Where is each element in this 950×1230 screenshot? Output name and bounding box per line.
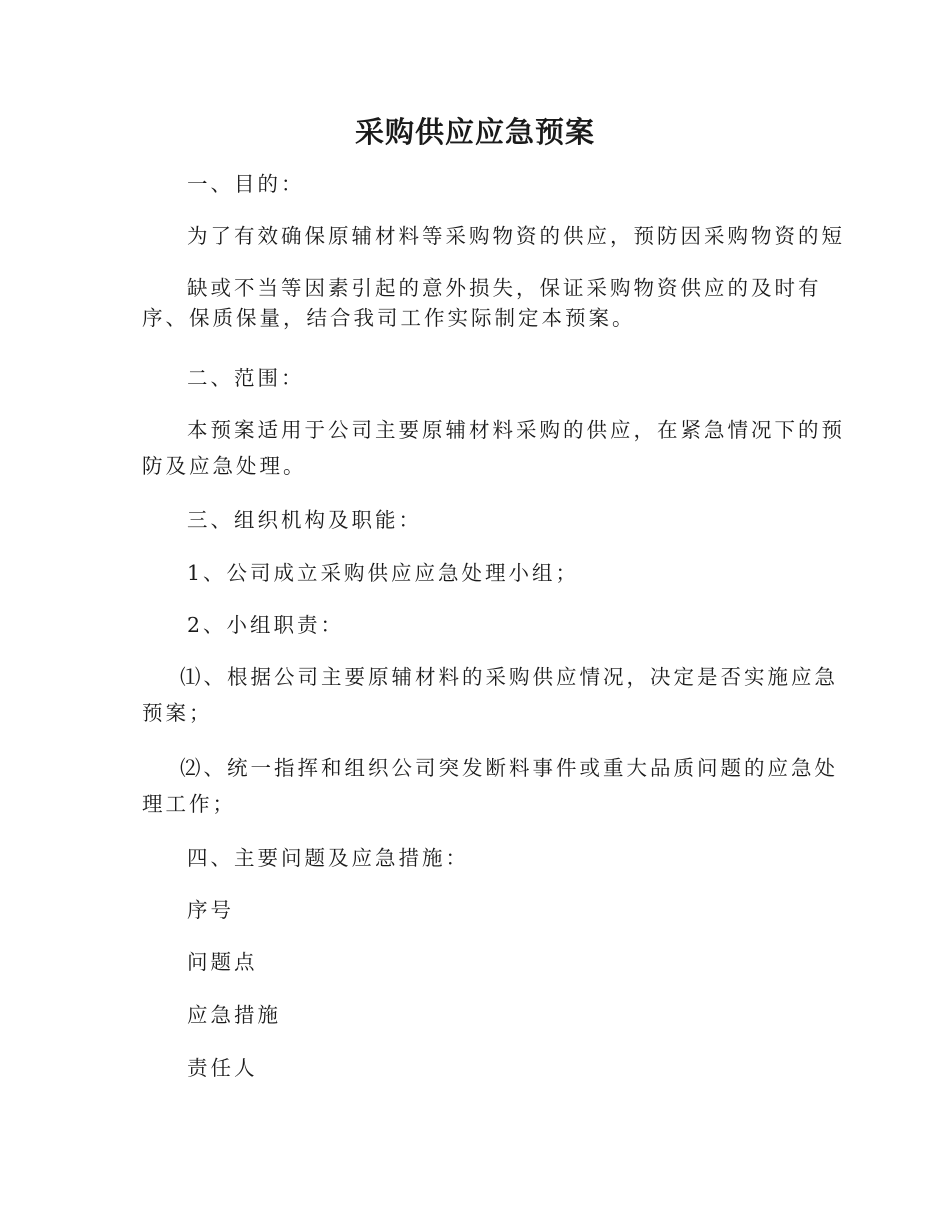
document-title: 采购供应应急预案: [354, 115, 595, 149]
paragraph-line: ⑵、统一指挥和组织公司突发断料事件或重大品质问题的应急处: [180, 756, 838, 780]
section-heading-purpose: 一、目的：: [187, 172, 305, 196]
paragraph-line: 本预案适用于公司主要原辅材料采购的供应，在紧急情况下的预: [187, 418, 845, 442]
list-item-team: 1、公司成立采购供应应急处理小组；: [187, 561, 580, 585]
duty-item-2: [142, 750, 838, 822]
paragraph-purpose: [142, 218, 845, 254]
section-heading-measures: 四、主要问题及应急措施：: [187, 846, 469, 870]
section-heading-scope: 二、范围：: [187, 366, 305, 390]
paragraph-line: 序、保质保量，结合我司工作实际制定本预案。: [142, 306, 636, 330]
paragraph-line: 预案；: [142, 701, 213, 725]
paragraph-purpose-cont: [142, 270, 822, 336]
duty-item-1: [142, 659, 838, 731]
paragraph-line: 为了有效确保原辅材料等采购物资的供应，预防因采购物资的短: [187, 224, 845, 248]
table-header-issue: 问题点: [187, 950, 258, 974]
table-header-owner: 责任人: [187, 1056, 258, 1080]
paragraph-line: 理工作；: [142, 792, 236, 816]
list-item-duties: 2、小组职责：: [187, 613, 345, 637]
section-heading-organization: 三、组织机构及职能：: [187, 508, 422, 532]
paragraph-line: 防及应急处理。: [142, 454, 307, 478]
paragraph-line: ⑴、根据公司主要原辅材料的采购供应情况，决定是否实施应急: [180, 665, 838, 689]
table-header-number: 序号: [187, 898, 234, 922]
paragraph-line: 缺或不当等因素引起的意外损失，保证采购物资供应的及时有: [187, 276, 822, 300]
paragraph-scope: [142, 412, 845, 484]
table-header-measures: 应急措施: [187, 1003, 281, 1027]
